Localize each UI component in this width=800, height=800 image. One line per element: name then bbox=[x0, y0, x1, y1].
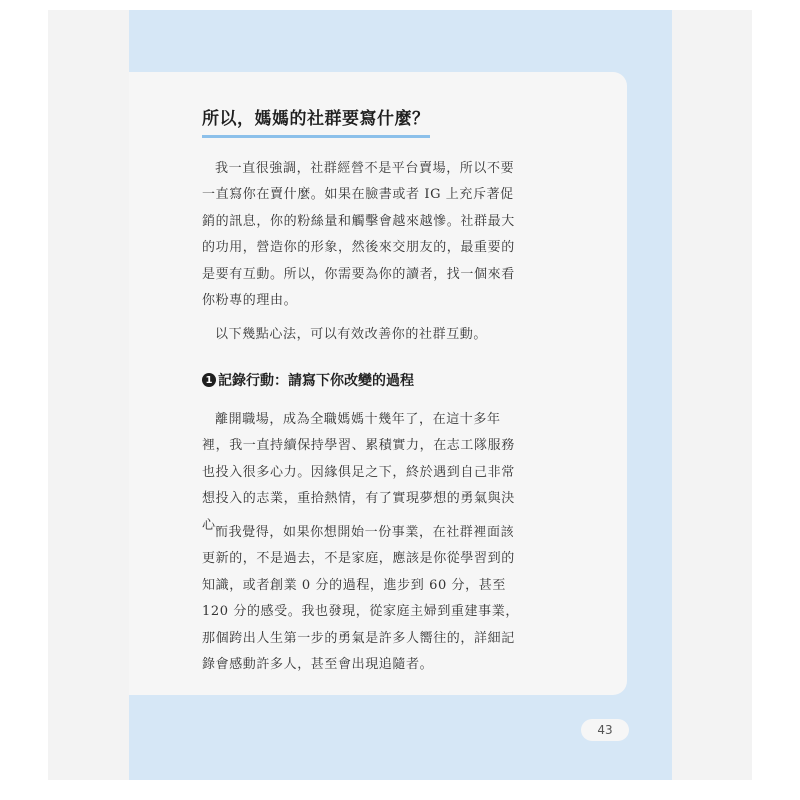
body-paragraph-4-text: 而我覺得，如果你想開始一份事業，在社群裡面該更新的，不是過去，不是家庭，應該是你從學習到的知識，或者創業 0 分的過程，進步到 60 分，甚至 120 分的感受。我也發現，從家庭主婦到重建事業，那個跨出人生第一步的勇氣是許多人嚮往的，詳細記錄會感動許多人，甚至會出現追隨者。 bbox=[202, 525, 519, 673]
body-paragraph-1 bbox=[202, 156, 520, 314]
body-paragraph-2-text: 以下幾點心法，可以有效改善你的社群互動。 bbox=[215, 327, 488, 342]
number-one-icon: 1 bbox=[202, 373, 216, 387]
subsection-heading-text: 記錄行動：請寫下你改變的過程 bbox=[218, 373, 414, 389]
page-number: 43 bbox=[581, 719, 629, 741]
body-paragraph-4 bbox=[202, 520, 520, 678]
body-paragraph-1-text: 我一直很強調，社群經營不是平台賣場，所以不要一直寫你在賣什麼。如果在臉書或者 IG 上充斥著促銷的訊息，你的粉絲量和觸擊會越來越慘。社群最大的功用，營造你的形象，然後來交朋友的，最重要的是要有互動。所以，你需要為你的讀者，找一個來看你粉專的理由。 bbox=[202, 161, 515, 309]
body-paragraph-3-text: 離開職場，成為全職媽媽十幾年了，在這十多年裡，我一直持續保持學習、累積實力，在志工隊服務也投入很多心力。因緣俱足之下，終於遇到自己非常想投入的志業，重拾熱情，有了實現夢想的勇氣與決心。 bbox=[202, 412, 515, 533]
section-heading: 所以，媽媽的社群要寫什麼？ bbox=[202, 104, 430, 138]
body-paragraph-2 bbox=[202, 322, 520, 348]
subsection-heading bbox=[202, 370, 414, 390]
